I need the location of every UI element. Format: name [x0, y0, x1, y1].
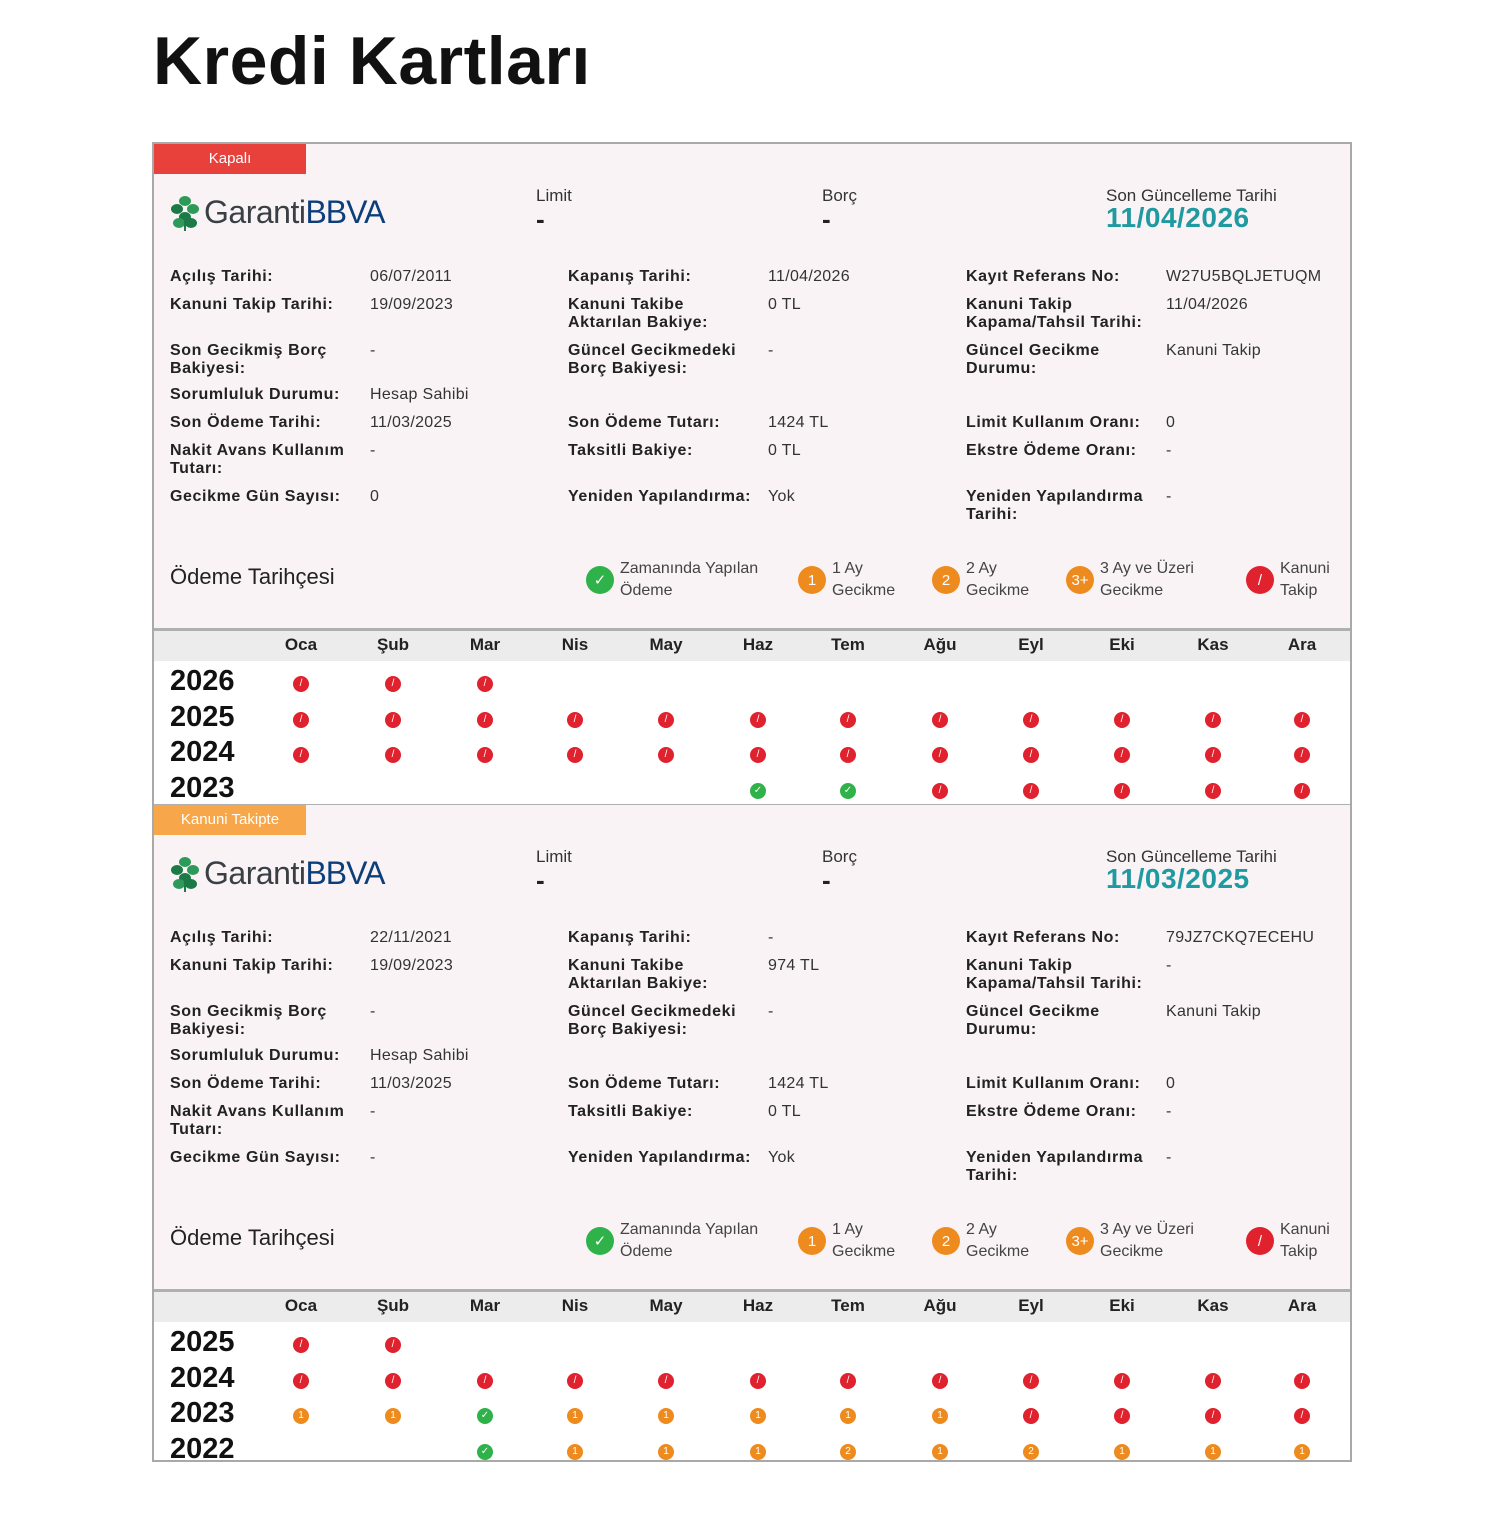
field-value: 0 — [1166, 1075, 1176, 1092]
card-summary — [154, 805, 1350, 1289]
limit-label: Limit — [536, 847, 572, 866]
borc-label: Borç — [822, 186, 857, 205]
month-label: Mar — [469, 1296, 501, 1315]
field-value: Yok — [768, 1149, 796, 1166]
field-value: 1424 TL — [768, 1075, 829, 1092]
field-value: 1424 TL — [768, 414, 829, 431]
legal-follow-up-icon: / — [1023, 783, 1039, 799]
bank-name: GarantiBBVA — [204, 193, 385, 230]
legend-item — [586, 558, 758, 602]
field-label: Nakit Avans Kullanım Tutarı: — [170, 1103, 345, 1138]
on-time-payment-icon: ✓ — [840, 783, 856, 799]
month-label: Ara — [1287, 635, 1317, 654]
field-value: - — [1166, 442, 1172, 459]
legend-label: 3 Ay ve Üzeri Gecikme — [1100, 1221, 1194, 1260]
legend-green-icon: ✓ — [586, 566, 614, 594]
month-label: Kas — [1197, 635, 1229, 654]
year-label: 2025 — [170, 700, 235, 733]
legal-follow-up-icon: / — [567, 747, 583, 763]
year-label: 2024 — [170, 736, 235, 768]
month-label: Şub — [376, 635, 410, 654]
late-payment-icon: 1 — [932, 1408, 948, 1424]
field-label: Ekstre Ödeme Oranı: — [966, 442, 1137, 459]
legal-follow-up-icon: / — [932, 783, 948, 799]
field-value: 0 TL — [768, 442, 801, 459]
field-value: Kanuni Takip — [1166, 342, 1261, 359]
field-value: 19/09/2023 — [370, 296, 454, 313]
field-label: Ekstre Ödeme Oranı: — [966, 1103, 1137, 1120]
field-label: Yeniden Yapılandırma Tarihi: — [966, 488, 1144, 523]
field-value: Kanuni Takip — [1166, 1003, 1261, 1020]
month-label: Mar — [469, 635, 501, 654]
legal-follow-up-icon: / — [658, 747, 674, 763]
legal-follow-up-icon: / — [1205, 783, 1221, 799]
field-label: Kayıt Referans No: — [966, 929, 1120, 946]
field-value: - — [370, 342, 376, 359]
legend-green-icon: ✓ — [586, 1227, 614, 1255]
update-date-label: Son Güncelleme Tarihi — [1106, 847, 1277, 866]
legend-label: Kanuni Takip — [1280, 560, 1330, 599]
legal-follow-up-icon: / — [1205, 747, 1221, 763]
month-label: Haz — [742, 1296, 774, 1315]
field-label: Taksitli Bakiye: — [568, 1103, 693, 1120]
late-payment-icon: 1 — [1205, 1444, 1221, 1460]
legal-follow-up-icon: / — [932, 1373, 948, 1389]
payment-history-title: Ödeme Tarihçesi — [170, 564, 335, 589]
legend-item — [932, 1219, 1029, 1263]
year-label: 2022 — [170, 1432, 235, 1465]
legend-item — [1246, 1219, 1330, 1263]
legal-follow-up-icon: / — [385, 1373, 401, 1389]
legend-label: Kanuni Takip — [1280, 1221, 1330, 1260]
legend-item — [798, 1219, 895, 1263]
field-label: Güncel Gecikmedeki Borç Bakiyesi: — [568, 1003, 737, 1038]
legal-follow-up-icon: / — [567, 1373, 583, 1389]
field-label: Kanuni Takibe Aktarılan Bakiye: — [568, 957, 709, 992]
legend-label: 2 Ay Gecikme — [966, 560, 1030, 599]
field-value: - — [1166, 1149, 1172, 1166]
field-value: - — [370, 1149, 376, 1166]
field-label: Güncel Gecikmedeki Borç Bakiyesi: — [568, 342, 737, 377]
payment-history-grid — [154, 1292, 1350, 1468]
field-label: Kanuni Takip Kapama/Tahsil Tarihi: — [966, 296, 1143, 331]
on-time-payment-icon: ✓ — [477, 1408, 493, 1424]
late-payment-icon: 1 — [1294, 1444, 1310, 1460]
legend-label: Zamanında Yapılan Ödeme — [620, 560, 759, 599]
legal-follow-up-icon: / — [293, 712, 309, 728]
legal-follow-up-icon: / — [1114, 1373, 1130, 1389]
legend-item — [1246, 558, 1330, 602]
legal-follow-up-icon: / — [293, 747, 309, 763]
field-value: - — [370, 442, 376, 459]
field-label: Güncel Gecikme Durumu: — [966, 1003, 1100, 1038]
card-summary — [154, 144, 1350, 628]
legend-red-icon: / — [1246, 1227, 1274, 1255]
field-value: - — [1166, 957, 1172, 974]
legal-follow-up-icon: / — [385, 747, 401, 763]
field-value: 22/11/2021 — [370, 929, 452, 946]
legal-follow-up-icon: / — [750, 712, 766, 728]
late-payment-icon: 1 — [658, 1408, 674, 1424]
legal-follow-up-icon: / — [1023, 1373, 1039, 1389]
field-label: Kapanış Tarihi: — [568, 268, 692, 285]
update-date-value: 11/04/2026 — [1106, 202, 1250, 233]
on-time-payment-icon: ✓ — [750, 783, 766, 799]
field-label: Güncel Gecikme Durumu: — [966, 342, 1100, 377]
field-label: Son Gecikmiş Borç Bakiyesi: — [170, 1003, 327, 1038]
field-value: - — [768, 1003, 774, 1020]
page-title: Kredi Kartları — [153, 23, 591, 99]
status-badge: Kanuni Takipte — [154, 805, 306, 835]
month-label: Eyl — [1018, 635, 1044, 654]
legal-follow-up-icon: / — [658, 712, 674, 728]
legal-follow-up-icon: / — [1114, 747, 1130, 763]
legal-follow-up-icon: / — [293, 1337, 309, 1353]
year-label: 2023 — [170, 771, 235, 804]
legal-follow-up-icon: / — [658, 1373, 674, 1389]
month-label: Oca — [284, 1296, 318, 1315]
field-label: Kapanış Tarihi: — [568, 929, 692, 946]
field-value: 11/04/2026 — [1166, 296, 1248, 313]
credit-card-report — [152, 142, 1352, 1465]
legal-follow-up-icon: / — [840, 712, 856, 728]
field-value: 11/03/2025 — [370, 414, 452, 431]
field-value: 0 — [1166, 414, 1176, 431]
legal-follow-up-icon: / — [385, 1337, 401, 1353]
field-value: Hesap Sahibi — [370, 386, 469, 403]
field-label: Kanuni Takip Tarihi: — [170, 296, 334, 313]
field-value: - — [768, 929, 774, 946]
month-label: May — [649, 635, 683, 654]
legal-follow-up-icon: / — [385, 712, 401, 728]
field-value: 0 TL — [768, 296, 801, 313]
late-payment-icon: 1 — [932, 1444, 948, 1460]
legal-follow-up-icon: / — [840, 747, 856, 763]
legal-follow-up-icon: / — [385, 676, 401, 692]
field-label: Son Ödeme Tutarı: — [568, 1075, 721, 1092]
borc-value: - — [822, 865, 831, 895]
legal-follow-up-icon: / — [1294, 1408, 1310, 1424]
field-value: - — [1166, 488, 1172, 505]
field-label: Yeniden Yapılandırma Tarihi: — [966, 1149, 1144, 1184]
field-label: Limit Kullanım Oranı: — [966, 414, 1141, 431]
field-label: Kanuni Takibe Aktarılan Bakiye: — [568, 296, 709, 331]
borc-label: Borç — [822, 847, 857, 866]
field-label: Gecikme Gün Sayısı: — [170, 1149, 341, 1166]
legal-follow-up-icon: / — [1294, 712, 1310, 728]
month-label: Eyl — [1018, 1296, 1044, 1315]
legend-red-icon: / — [1246, 566, 1274, 594]
month-label: Kas — [1197, 1296, 1229, 1315]
field-value: 19/09/2023 — [370, 957, 454, 974]
late-payment-icon: 1 — [750, 1444, 766, 1460]
field-label: Limit Kullanım Oranı: — [966, 1075, 1141, 1092]
legal-follow-up-icon: / — [840, 1373, 856, 1389]
limit-label: Limit — [536, 186, 572, 205]
legal-follow-up-icon: / — [932, 747, 948, 763]
garanti-clover-icon — [170, 853, 200, 893]
legal-follow-up-icon: / — [1205, 1408, 1221, 1424]
bank-logo — [170, 853, 384, 893]
garanti-clover-icon — [170, 192, 200, 232]
field-value: - — [768, 342, 774, 359]
field-value: W27U5BQLJETUQM — [1166, 268, 1322, 285]
field-label: Kayıt Referans No: — [966, 268, 1120, 285]
legend-item — [1066, 558, 1194, 602]
legal-follow-up-icon: / — [1294, 783, 1310, 799]
legal-follow-up-icon: / — [932, 712, 948, 728]
late-payment-icon: 1 — [385, 1408, 401, 1424]
legal-follow-up-icon: / — [1114, 712, 1130, 728]
field-value: 11/03/2025 — [370, 1075, 452, 1092]
field-value: 11/04/2026 — [768, 268, 850, 285]
late-payment-icon: 1 — [567, 1444, 583, 1460]
legal-follow-up-icon: / — [477, 712, 493, 728]
legal-follow-up-icon: / — [1205, 712, 1221, 728]
legend-label: 1 Ay Gecikme — [832, 1221, 896, 1260]
legend-orange-icon: 1 — [798, 566, 826, 594]
legend-item — [586, 1219, 758, 1263]
field-value: - — [1166, 1103, 1172, 1120]
field-value: 0 TL — [768, 1103, 801, 1120]
legal-follow-up-icon: / — [1023, 747, 1039, 763]
month-label: Tem — [831, 635, 865, 654]
legend-item — [798, 558, 895, 602]
status-badge: Kapalı — [154, 144, 306, 174]
year-label: 2025 — [170, 1326, 235, 1358]
month-label: Nis — [561, 635, 589, 654]
legal-follow-up-icon: / — [1294, 747, 1310, 763]
late-payment-icon: 1 — [567, 1408, 583, 1424]
update-date-value: 11/03/2025 — [1106, 863, 1250, 894]
month-label: Şub — [376, 1296, 410, 1315]
legend-orange-icon: 2 — [932, 1227, 960, 1255]
month-label: Eki — [1109, 635, 1135, 654]
legend-label: 1 Ay Gecikme — [832, 560, 896, 599]
payment-history-title: Ödeme Tarihçesi — [170, 1225, 335, 1250]
month-label: Tem — [831, 1296, 865, 1315]
field-label: Son Ödeme Tarihi: — [170, 1075, 322, 1092]
month-label: Haz — [742, 635, 774, 654]
late-payment-icon: 2 — [1023, 1444, 1039, 1460]
field-label: Son Ödeme Tarihi: — [170, 414, 322, 431]
field-value: 06/07/2011 — [370, 268, 452, 285]
field-label: Yeniden Yapılandırma: — [568, 488, 752, 505]
field-value: Yok — [768, 488, 796, 505]
late-payment-icon: 1 — [840, 1408, 856, 1424]
bank-name: GarantiBBVA — [204, 854, 385, 891]
field-label: Kanuni Takip Tarihi: — [170, 957, 334, 974]
legal-follow-up-icon: / — [477, 676, 493, 692]
field-label: Kanuni Takip Kapama/Tahsil Tarihi: — [966, 957, 1143, 992]
month-label: Eki — [1109, 1296, 1135, 1315]
year-label: 2023 — [170, 1397, 235, 1429]
legal-follow-up-icon: / — [1114, 783, 1130, 799]
year-label: 2024 — [170, 1361, 235, 1394]
field-value: - — [370, 1103, 376, 1120]
legend-label: 3 Ay ve Üzeri Gecikme — [1100, 560, 1194, 599]
field-label: Sorumluluk Durumu: — [170, 386, 340, 403]
legal-follow-up-icon: / — [477, 747, 493, 763]
month-label: Oca — [284, 635, 318, 654]
legal-follow-up-icon: / — [293, 676, 309, 692]
late-payment-icon: 2 — [840, 1444, 856, 1460]
bank-logo — [170, 192, 384, 232]
borc-value: - — [822, 204, 831, 234]
legal-follow-up-icon: / — [750, 747, 766, 763]
month-label: Ağu — [923, 1296, 957, 1315]
legend-label: 2 Ay Gecikme — [966, 1221, 1030, 1260]
field-label: Açılış Tarihi: — [170, 268, 274, 285]
field-label: Nakit Avans Kullanım Tutarı: — [170, 442, 345, 477]
limit-value: - — [536, 865, 545, 895]
field-value: 974 TL — [768, 957, 820, 974]
legal-follow-up-icon: / — [1294, 1373, 1310, 1389]
field-value: - — [370, 1003, 376, 1020]
late-payment-icon: 1 — [1114, 1444, 1130, 1460]
field-value: 0 — [370, 488, 380, 505]
legal-follow-up-icon: / — [477, 1373, 493, 1389]
field-label: Açılış Tarihi: — [170, 929, 274, 946]
field-value: 79JZ7CKQ7ECEHU — [1166, 929, 1315, 946]
field-value: Hesap Sahibi — [370, 1047, 469, 1064]
legend-item — [932, 558, 1029, 602]
legend-orange-icon: 3+ — [1066, 566, 1094, 594]
field-label: Gecikme Gün Sayısı: — [170, 488, 341, 505]
legal-follow-up-icon: / — [1114, 1408, 1130, 1424]
late-payment-icon: 1 — [293, 1408, 309, 1424]
year-label: 2026 — [170, 665, 235, 697]
legend-orange-icon: 1 — [798, 1227, 826, 1255]
payment-history-grid — [154, 631, 1350, 807]
limit-value: - — [536, 204, 545, 234]
month-label: Ağu — [923, 635, 957, 654]
month-label: Nis — [561, 1296, 589, 1315]
on-time-payment-icon: ✓ — [477, 1444, 493, 1460]
field-label: Son Gecikmiş Borç Bakiyesi: — [170, 342, 327, 377]
legend-label: Zamanında Yapılan Ödeme — [620, 1221, 759, 1260]
late-payment-icon: 1 — [750, 1408, 766, 1424]
month-label: May — [649, 1296, 683, 1315]
field-label: Taksitli Bakiye: — [568, 442, 693, 459]
legend-item — [1066, 1219, 1194, 1263]
legal-follow-up-icon: / — [1023, 1408, 1039, 1424]
legal-follow-up-icon: / — [293, 1373, 309, 1389]
legal-follow-up-icon: / — [567, 712, 583, 728]
legend-orange-icon: 2 — [932, 566, 960, 594]
month-label: Ara — [1287, 1296, 1317, 1315]
legal-follow-up-icon: / — [750, 1373, 766, 1389]
update-date-label: Son Güncelleme Tarihi — [1106, 186, 1277, 205]
late-payment-icon: 1 — [658, 1444, 674, 1460]
legal-follow-up-icon: / — [1205, 1373, 1221, 1389]
field-label: Sorumluluk Durumu: — [170, 1047, 340, 1064]
legend-orange-icon: 3+ — [1066, 1227, 1094, 1255]
legal-follow-up-icon: / — [1023, 712, 1039, 728]
field-label: Yeniden Yapılandırma: — [568, 1149, 752, 1166]
field-label: Son Ödeme Tutarı: — [568, 414, 721, 431]
